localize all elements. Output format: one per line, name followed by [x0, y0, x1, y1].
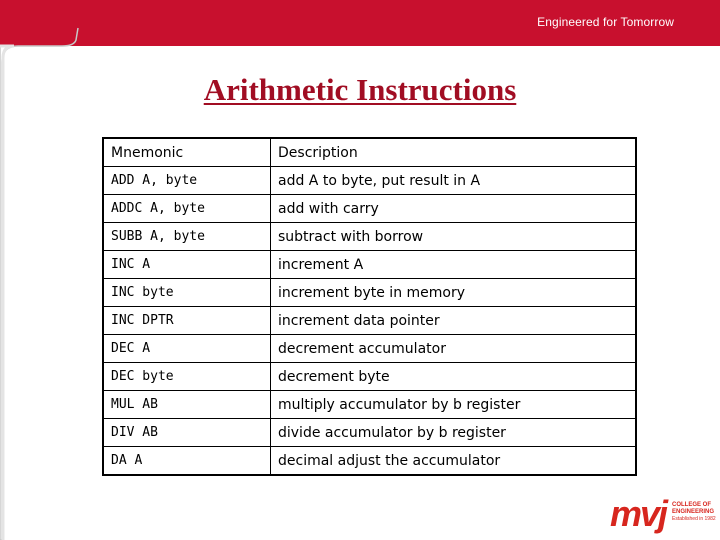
cell-description: subtract with borrow [271, 223, 637, 251]
table-header-row [103, 138, 636, 167]
cell-mnemonic: DA A [103, 447, 271, 476]
cell-mnemonic: ADDC A, byte [103, 195, 271, 223]
cell-description: multiply accumulator by b register [271, 391, 637, 419]
college-logo [610, 493, 720, 536]
header-mnemonic: Mnemonic [103, 138, 271, 167]
cell-mnemonic: DIV AB [103, 419, 271, 447]
table-row [103, 307, 636, 335]
header-description: Description [271, 138, 637, 167]
cell-mnemonic: INC byte [103, 279, 271, 307]
instruction-table [102, 137, 637, 476]
table-row [103, 335, 636, 363]
header-banner [0, 0, 720, 46]
cell-description: add A to byte, put result in A [271, 167, 637, 195]
table-row [103, 251, 636, 279]
cell-description: decrement byte [271, 363, 637, 391]
cell-mnemonic: DEC byte [103, 363, 271, 391]
cell-description: increment data pointer [271, 307, 637, 335]
cell-mnemonic: ADD A, byte [103, 167, 271, 195]
cell-mnemonic: MUL AB [103, 391, 271, 419]
header-tagline: Engineered for Tomorrow [537, 15, 674, 29]
table-row [103, 223, 636, 251]
table-row [103, 447, 636, 476]
table-row [103, 419, 636, 447]
cell-description: decrement accumulator [271, 335, 637, 363]
logo-text [672, 502, 720, 523]
cell-mnemonic: SUBB A, byte [103, 223, 271, 251]
cell-description: divide accumulator by b register [271, 419, 637, 447]
cell-description: decimal adjust the accumulator [271, 447, 637, 476]
logo-line-3: Established in 1982 [672, 516, 716, 522]
logo-line-2: ENGINEERING [672, 509, 715, 515]
table-row [103, 195, 636, 223]
cell-description: increment A [271, 251, 637, 279]
logo-line-1: COLLEGE OF [672, 502, 711, 508]
cell-mnemonic: DEC A [103, 335, 271, 363]
slide-title [0, 72, 720, 108]
table-row [103, 167, 636, 195]
slide-title-text: Arithmetic Instructions [203, 72, 517, 107]
logo-mark: mvj [610, 493, 667, 534]
cell-mnemonic: INC DPTR [103, 307, 271, 335]
cell-mnemonic: INC A [103, 251, 271, 279]
cell-description: increment byte in memory [271, 279, 637, 307]
table-row [103, 363, 636, 391]
cell-description: add with carry [271, 195, 637, 223]
table-row [103, 391, 636, 419]
table-row [103, 279, 636, 307]
